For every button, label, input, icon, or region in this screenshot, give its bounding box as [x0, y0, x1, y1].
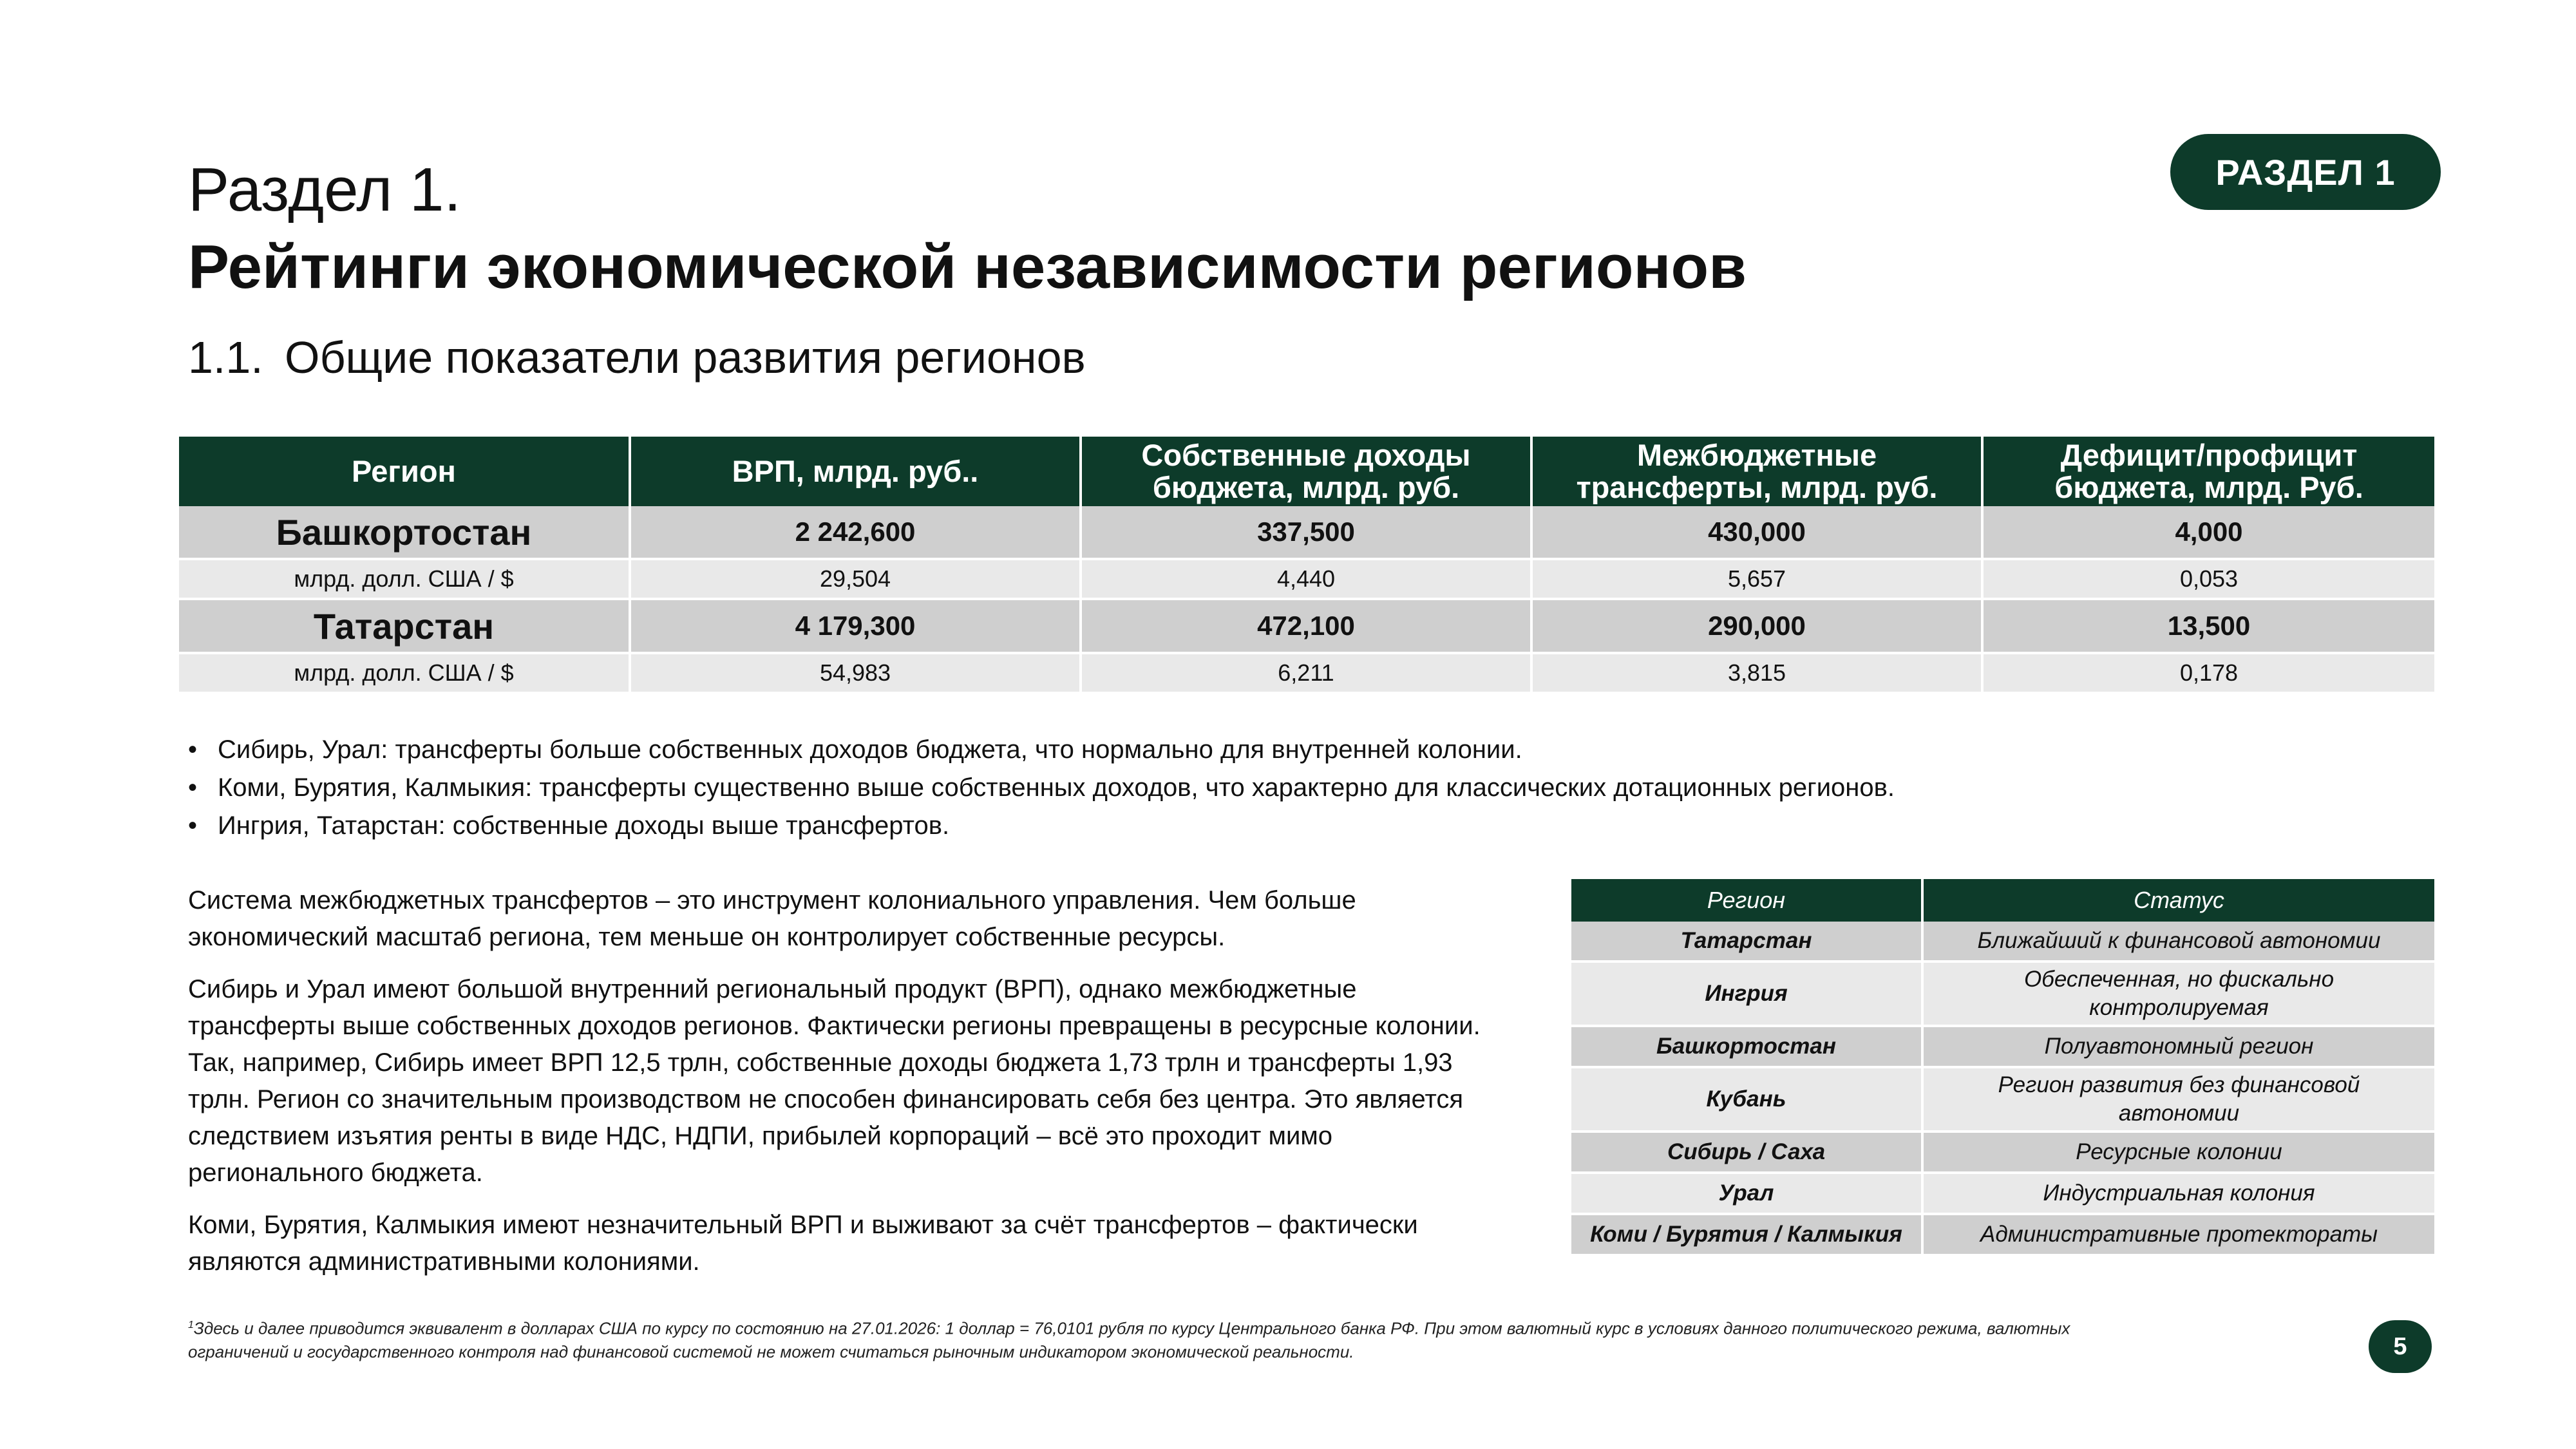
bullet-item: • Коми, Бурятия, Калмыкия: трансферты существенно выше собственных доходов, что характерно для классических дотационных регионов.	[188, 769, 2378, 807]
bullet-item: • Ингрия, Татарстан: собственные доходы выше трансфертов.	[188, 807, 2378, 845]
table-row	[179, 599, 2434, 653]
table-row	[1571, 961, 2434, 1026]
region-cell: Татарстан	[179, 599, 630, 653]
usd-label-cell: млрд. долл. США / $	[179, 559, 630, 599]
page-title: Рейтинги экономической независимости регионов	[188, 232, 1747, 301]
column-header: Собственные доходы бюджета, млрд. руб.	[1081, 437, 1531, 506]
value-cell: 337,500	[1081, 506, 1531, 559]
table-row	[1571, 1173, 2434, 1214]
column-header: Регион	[179, 437, 630, 506]
region-cell: Урал	[1571, 1173, 1922, 1214]
table-header-row	[1571, 879, 2434, 922]
usd-value-cell: 29,504	[630, 559, 1081, 599]
indicators-table	[179, 437, 2434, 694]
footnote-text: Здесь и далее приводится эквивалент в долларах США по курсу по состоянию на 27.01.2026: 1 доллар = 76,0101 рубля по курсу Центрального банка РФ. При этом валютный курс в условиях данного политического режима, валютных ограничений и государственного контроля над финансовой системой не может считаться рыночным индикатором экономической реальности.	[188, 1318, 2070, 1361]
region-cell: Кубань	[1571, 1067, 1922, 1132]
value-cell: 4 179,300	[630, 599, 1081, 653]
footnote-marker: 1	[188, 1320, 194, 1331]
column-header: Регион	[1571, 879, 1922, 922]
page-number: 5	[2369, 1320, 2432, 1373]
value-cell: 430,000	[1531, 506, 1982, 559]
status-cell: Регион развития без финансовой автономии	[1922, 1067, 2434, 1132]
column-header: Межбюджетные трансферты, млрд. руб.	[1531, 437, 1982, 506]
column-header: Дефицит/профицит бюджета, млрд. Руб.	[1982, 437, 2434, 506]
status-table	[1571, 879, 2434, 1256]
section-badge: РАЗДЕЛ 1	[2170, 134, 2441, 210]
column-header: Статус	[1922, 879, 2434, 922]
usd-value-cell: 4,440	[1081, 559, 1531, 599]
usd-value-cell: 0,053	[1982, 559, 2434, 599]
table-row	[1571, 1026, 2434, 1067]
paragraph: Система межбюджетных трансфертов – это инструмент колониального управления. Чем больше экономический масштаб региона, тем меньше он контролирует собственные ресурсы.	[188, 886, 1356, 951]
paragraph: Коми, Бурятия, Калмыкия имеют незначительный ВРП и выживают за счёт трансфертов – фактически являются административными колониями.	[188, 1211, 1418, 1276]
region-cell: Башкортостан	[1571, 1026, 1922, 1067]
usd-value-cell: 54,983	[630, 653, 1081, 693]
region-cell: Сибирь / Саха	[1571, 1132, 1922, 1173]
value-cell: 290,000	[1531, 599, 1982, 653]
subsection-title: Общие показатели развития регионов	[285, 332, 1086, 383]
value-cell: 13,500	[1982, 599, 2434, 653]
usd-value-cell: 6,211	[1081, 653, 1531, 693]
usd-value-cell: 3,815	[1531, 653, 1982, 693]
body-text	[188, 882, 1489, 1296]
paragraph: Сибирь и Урал имеют большой внутренний региональный продукт (ВРП), однако межбюджетные трансферты выше собственных доходов регионов. Фактически регионы превращены в ресурсные колонии. Так, например, Сибирь имеет ВРП 12,5 трлн, собственные доходы бюджета 1,73 трлн и трансферты 1,93 трлн. Регион со значительным производством не способен финансировать себя без центра. Это является следствием изъятия ренты в виде НДС, НДПИ, прибылей корпораций – всё это проходит мимо регионального бюджета.	[188, 975, 1481, 1187]
status-cell: Индустриальная колония	[1922, 1173, 2434, 1214]
table-row	[1571, 922, 2434, 961]
status-cell: Административные протектораты	[1922, 1214, 2434, 1255]
usd-value-cell: 0,178	[1982, 653, 2434, 693]
region-cell: Татарстан	[1571, 922, 1922, 961]
value-cell: 4,000	[1982, 506, 2434, 559]
table-row	[1571, 1132, 2434, 1173]
footnote	[188, 1314, 2107, 1363]
region-cell: Коми / Бурятия / Калмыкия	[1571, 1214, 1922, 1255]
table-row	[1571, 1214, 2434, 1255]
status-cell: Полуавтономный регион	[1922, 1026, 2434, 1067]
subsection-number: 1.1.	[188, 332, 263, 383]
subsection-heading	[188, 332, 1086, 383]
table-row	[1571, 1067, 2434, 1132]
table-header-row	[179, 437, 2434, 506]
status-cell: Ресурсные колонии	[1922, 1132, 2434, 1173]
region-cell: Башкортостан	[179, 506, 630, 559]
bullet-item: • Сибирь, Урал: трансферты больше собственных доходов бюджета, что нормально для внутренней колонии.	[188, 731, 2378, 769]
table-row	[179, 506, 2434, 559]
bullet-list	[188, 731, 2378, 845]
status-cell: Ближайший к финансовой автономии	[1922, 922, 2434, 961]
section-label: Раздел 1.	[188, 155, 462, 224]
usd-value-cell: 5,657	[1531, 559, 1982, 599]
table-row-usd	[179, 559, 2434, 599]
usd-label-cell: млрд. долл. США / $	[179, 653, 630, 693]
status-cell: Обеспеченная, но фискально контролируемая	[1922, 961, 2434, 1026]
region-cell: Ингрия	[1571, 961, 1922, 1026]
value-cell: 472,100	[1081, 599, 1531, 653]
table-row-usd	[179, 653, 2434, 693]
value-cell: 2 242,600	[630, 506, 1081, 559]
column-header: ВРП, млрд. руб..	[630, 437, 1081, 506]
